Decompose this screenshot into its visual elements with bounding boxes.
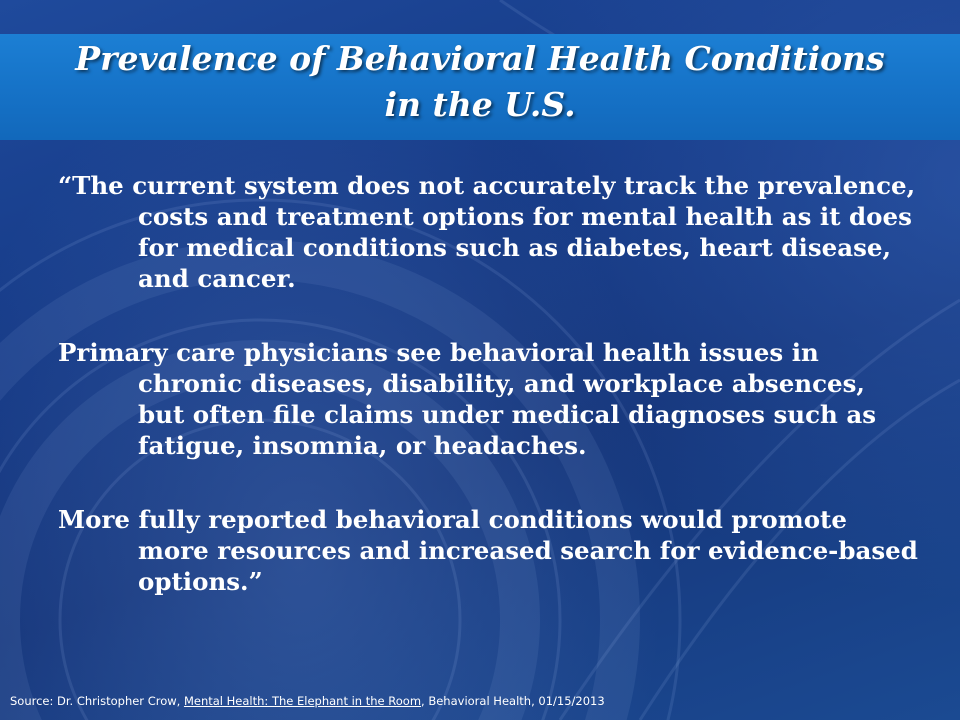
source-citation bbox=[10, 693, 950, 709]
paragraph-2: Primary care physicians see behavioral health issues in chronic diseases, disability, and workplace absences, but often file claims under medical diagnoses such as fatigue, insomnia, or headaches. bbox=[58, 338, 877, 460]
paragraph-1: “The current system does not accurately track the prevalence, costs and treatment options for mental health as it does for medical conditions such as diabetes, heart disease, and cancer. bbox=[58, 171, 916, 293]
quote-body bbox=[58, 170, 918, 640]
slide-title-line-1: Prevalence of Behavioral Health Conditions bbox=[75, 39, 885, 78]
source-article-link[interactable]: Mental Health: The Elephant in the Room bbox=[183, 694, 422, 708]
slide-title bbox=[0, 36, 960, 128]
source-prefix: Source: Dr. Christopher Crow, bbox=[10, 694, 184, 708]
source-suffix: , Behavioral Health, 01/15/2013 bbox=[421, 694, 605, 708]
slide-title-line-2: in the U.S. bbox=[384, 85, 576, 124]
paragraph-3: More fully reported behavioral conditions would promote more resources and increased search for evidence-based options.” bbox=[58, 505, 918, 596]
